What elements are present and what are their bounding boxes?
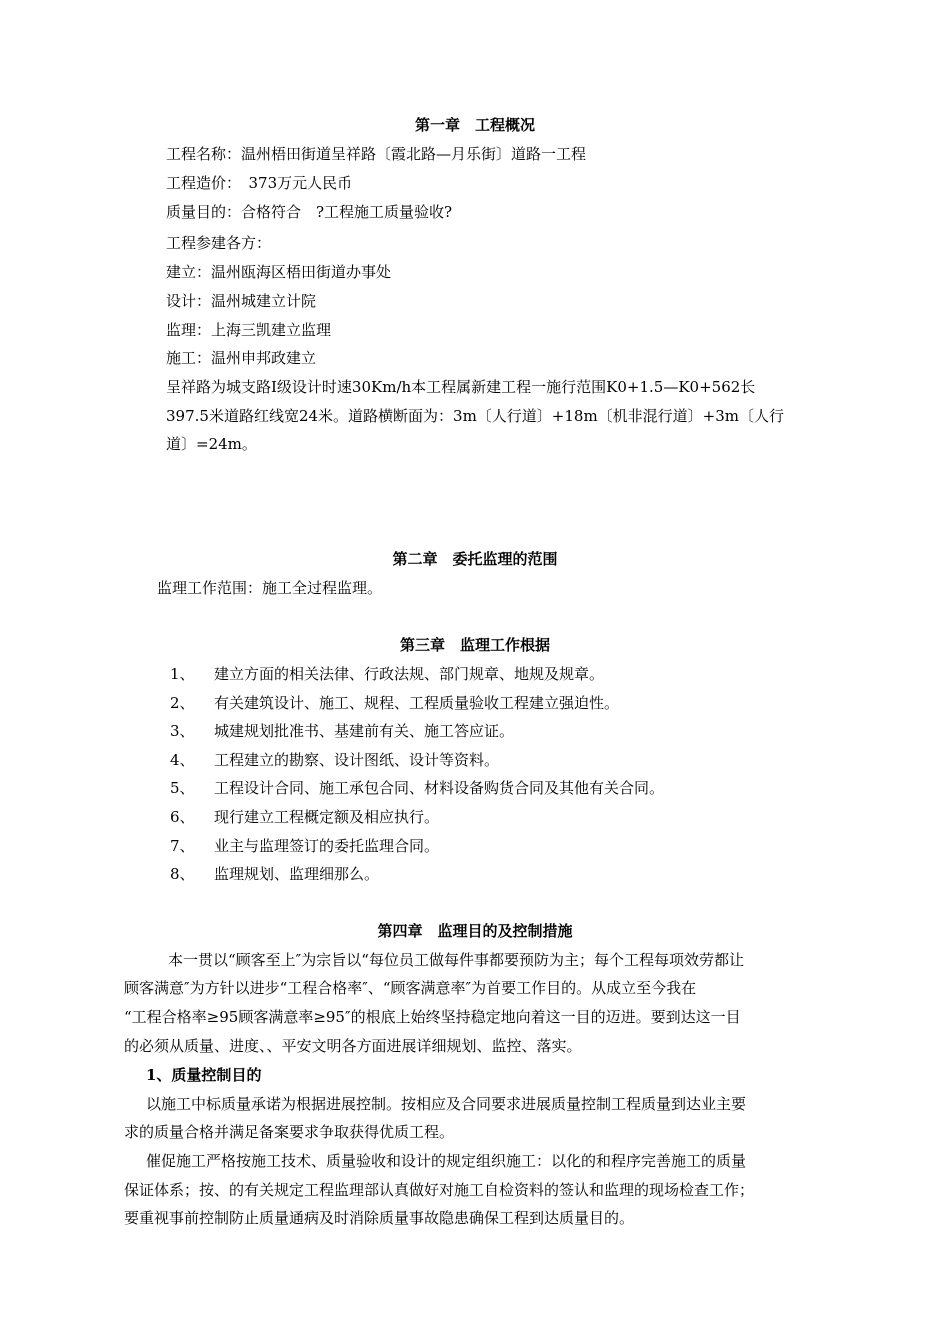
quality-paragraph-line: 以施工中标质量承诺为根据进展控制。按相应及合同要求进展质量控制工程质量到达业主要 bbox=[146, 1095, 747, 1113]
basis-item-text: 现行建立工程概定额及相应执行。 bbox=[214, 808, 440, 826]
basis-item-number: 7、 bbox=[170, 837, 195, 855]
supervision-paragraph-line: 催促施工严格按施工技术、质量验收和设计的规定组织施工：以化的和程序完善施工的质量 bbox=[146, 1152, 747, 1170]
party-constructor: 施工：温州申邦政建立 bbox=[166, 349, 317, 367]
basis-item-number: 6、 bbox=[170, 808, 195, 826]
intro-paragraph-line: 顾客满意″为方针以进步“工程合格率″、“顾客满意率″为首要工作目的。从成立至今我在 bbox=[124, 979, 697, 997]
intro-paragraph-line: 的必须从质量、进度、、平安文明各方面进展详细规划、监控、落实。 bbox=[124, 1037, 582, 1055]
basis-list-item bbox=[170, 807, 439, 827]
party-builder: 建立：温州瓯海区梧田街道办事处 bbox=[166, 263, 392, 281]
basis-item-text: 工程设计合同、施工承包合同、材料设备购货合同及其他有关合同。 bbox=[214, 779, 665, 797]
basis-item-text: 业主与监理签订的委托监理合同。 bbox=[214, 837, 440, 855]
basis-list-item bbox=[170, 864, 379, 884]
project-cost: 工程造价： 373万元人民币 bbox=[166, 174, 353, 192]
basis-list-item bbox=[170, 778, 664, 798]
intro-paragraph-line: “工程合格率≥95顾客满意率≥95″的根底上始终坚持稳定地向着这一目的迈进。要到达这一目 bbox=[124, 1008, 741, 1026]
quality-goal: 质量目的：合格符合 ?工程施工质量验收? bbox=[166, 203, 453, 221]
quality-control-subheading: 1、质量控制目的 bbox=[146, 1066, 262, 1084]
basis-list-item bbox=[170, 664, 604, 684]
basis-item-number: 4、 bbox=[170, 751, 195, 769]
basis-item-number: 2、 bbox=[170, 694, 195, 712]
chapter4-title: 第四章 监理目的及控制措施 bbox=[377, 922, 573, 940]
supervision-paragraph-line: 要重视事前控制防止质量通病及时消除质量事故隐患确保工程到达质量目的。 bbox=[124, 1209, 635, 1227]
basis-item-text: 工程建立的勘察、设计图纸、设计等资料。 bbox=[214, 751, 500, 769]
basis-item-text: 监理规划、监理细那么。 bbox=[214, 865, 380, 883]
chapter3-title: 第三章 监理工作根据 bbox=[399, 636, 550, 654]
road-description-line: 呈祥路为城支路Ⅰ级设计时速30Km/h本工程属新建工程一施行范围K0+1.5—K0+562长 bbox=[166, 378, 756, 396]
basis-list-item bbox=[170, 693, 619, 713]
chapter2-title: 第二章 委托监理的范围 bbox=[392, 550, 558, 568]
basis-item-text: 城建规划批准书、基建前有关、施工答应证。 bbox=[214, 722, 515, 740]
chapter1-title: 第一章 工程概况 bbox=[414, 116, 535, 134]
parties-title: 工程参建各方： bbox=[166, 234, 272, 252]
basis-item-number: 1、 bbox=[170, 665, 195, 683]
party-designer: 设计：温州城建立计院 bbox=[166, 292, 317, 310]
party-supervisor: 监理：上海三凯建立监理 bbox=[166, 321, 332, 339]
basis-item-number: 3、 bbox=[170, 722, 195, 740]
basis-item-number: 8、 bbox=[170, 865, 195, 883]
road-description-line: 397.5米道路红线宽24米。道路横断面为：3m〔人行道〕+18m〔机非混行道〕+3m〔人行 bbox=[166, 407, 785, 425]
supervision-scope: 监理工作范围：施工全过程监理。 bbox=[157, 579, 383, 597]
supervision-paragraph-line: 保证体系；按、的有关规定工程监理部认真做好对施工自检资料的签认和监理的现场检查工作； bbox=[124, 1181, 755, 1199]
basis-item-text: 有关建筑设计、施工、规程、工程质量验收工程建立强迫性。 bbox=[214, 694, 620, 712]
basis-list-item bbox=[170, 721, 514, 741]
basis-item-text: 建立方面的相关法律、行政法规、部门规章、地规及规章。 bbox=[214, 665, 605, 683]
project-name: 工程名称：温州梧田街道呈祥路〔霞北路—月乐街〕道路一工程 bbox=[166, 145, 587, 163]
basis-item-number: 5、 bbox=[170, 779, 195, 797]
quality-paragraph-line: 求的质量合格并满足备案要求争取获得优质工程。 bbox=[124, 1123, 455, 1141]
road-description-line: 道〕=24m。 bbox=[166, 435, 257, 453]
basis-list-item bbox=[170, 836, 439, 856]
intro-paragraph-line: 本一贯以“顾客至上″为宗旨以“每位员工做每件事都要预防为主；每个工程每项效劳都让 bbox=[168, 951, 744, 969]
basis-list-item bbox=[170, 750, 499, 770]
